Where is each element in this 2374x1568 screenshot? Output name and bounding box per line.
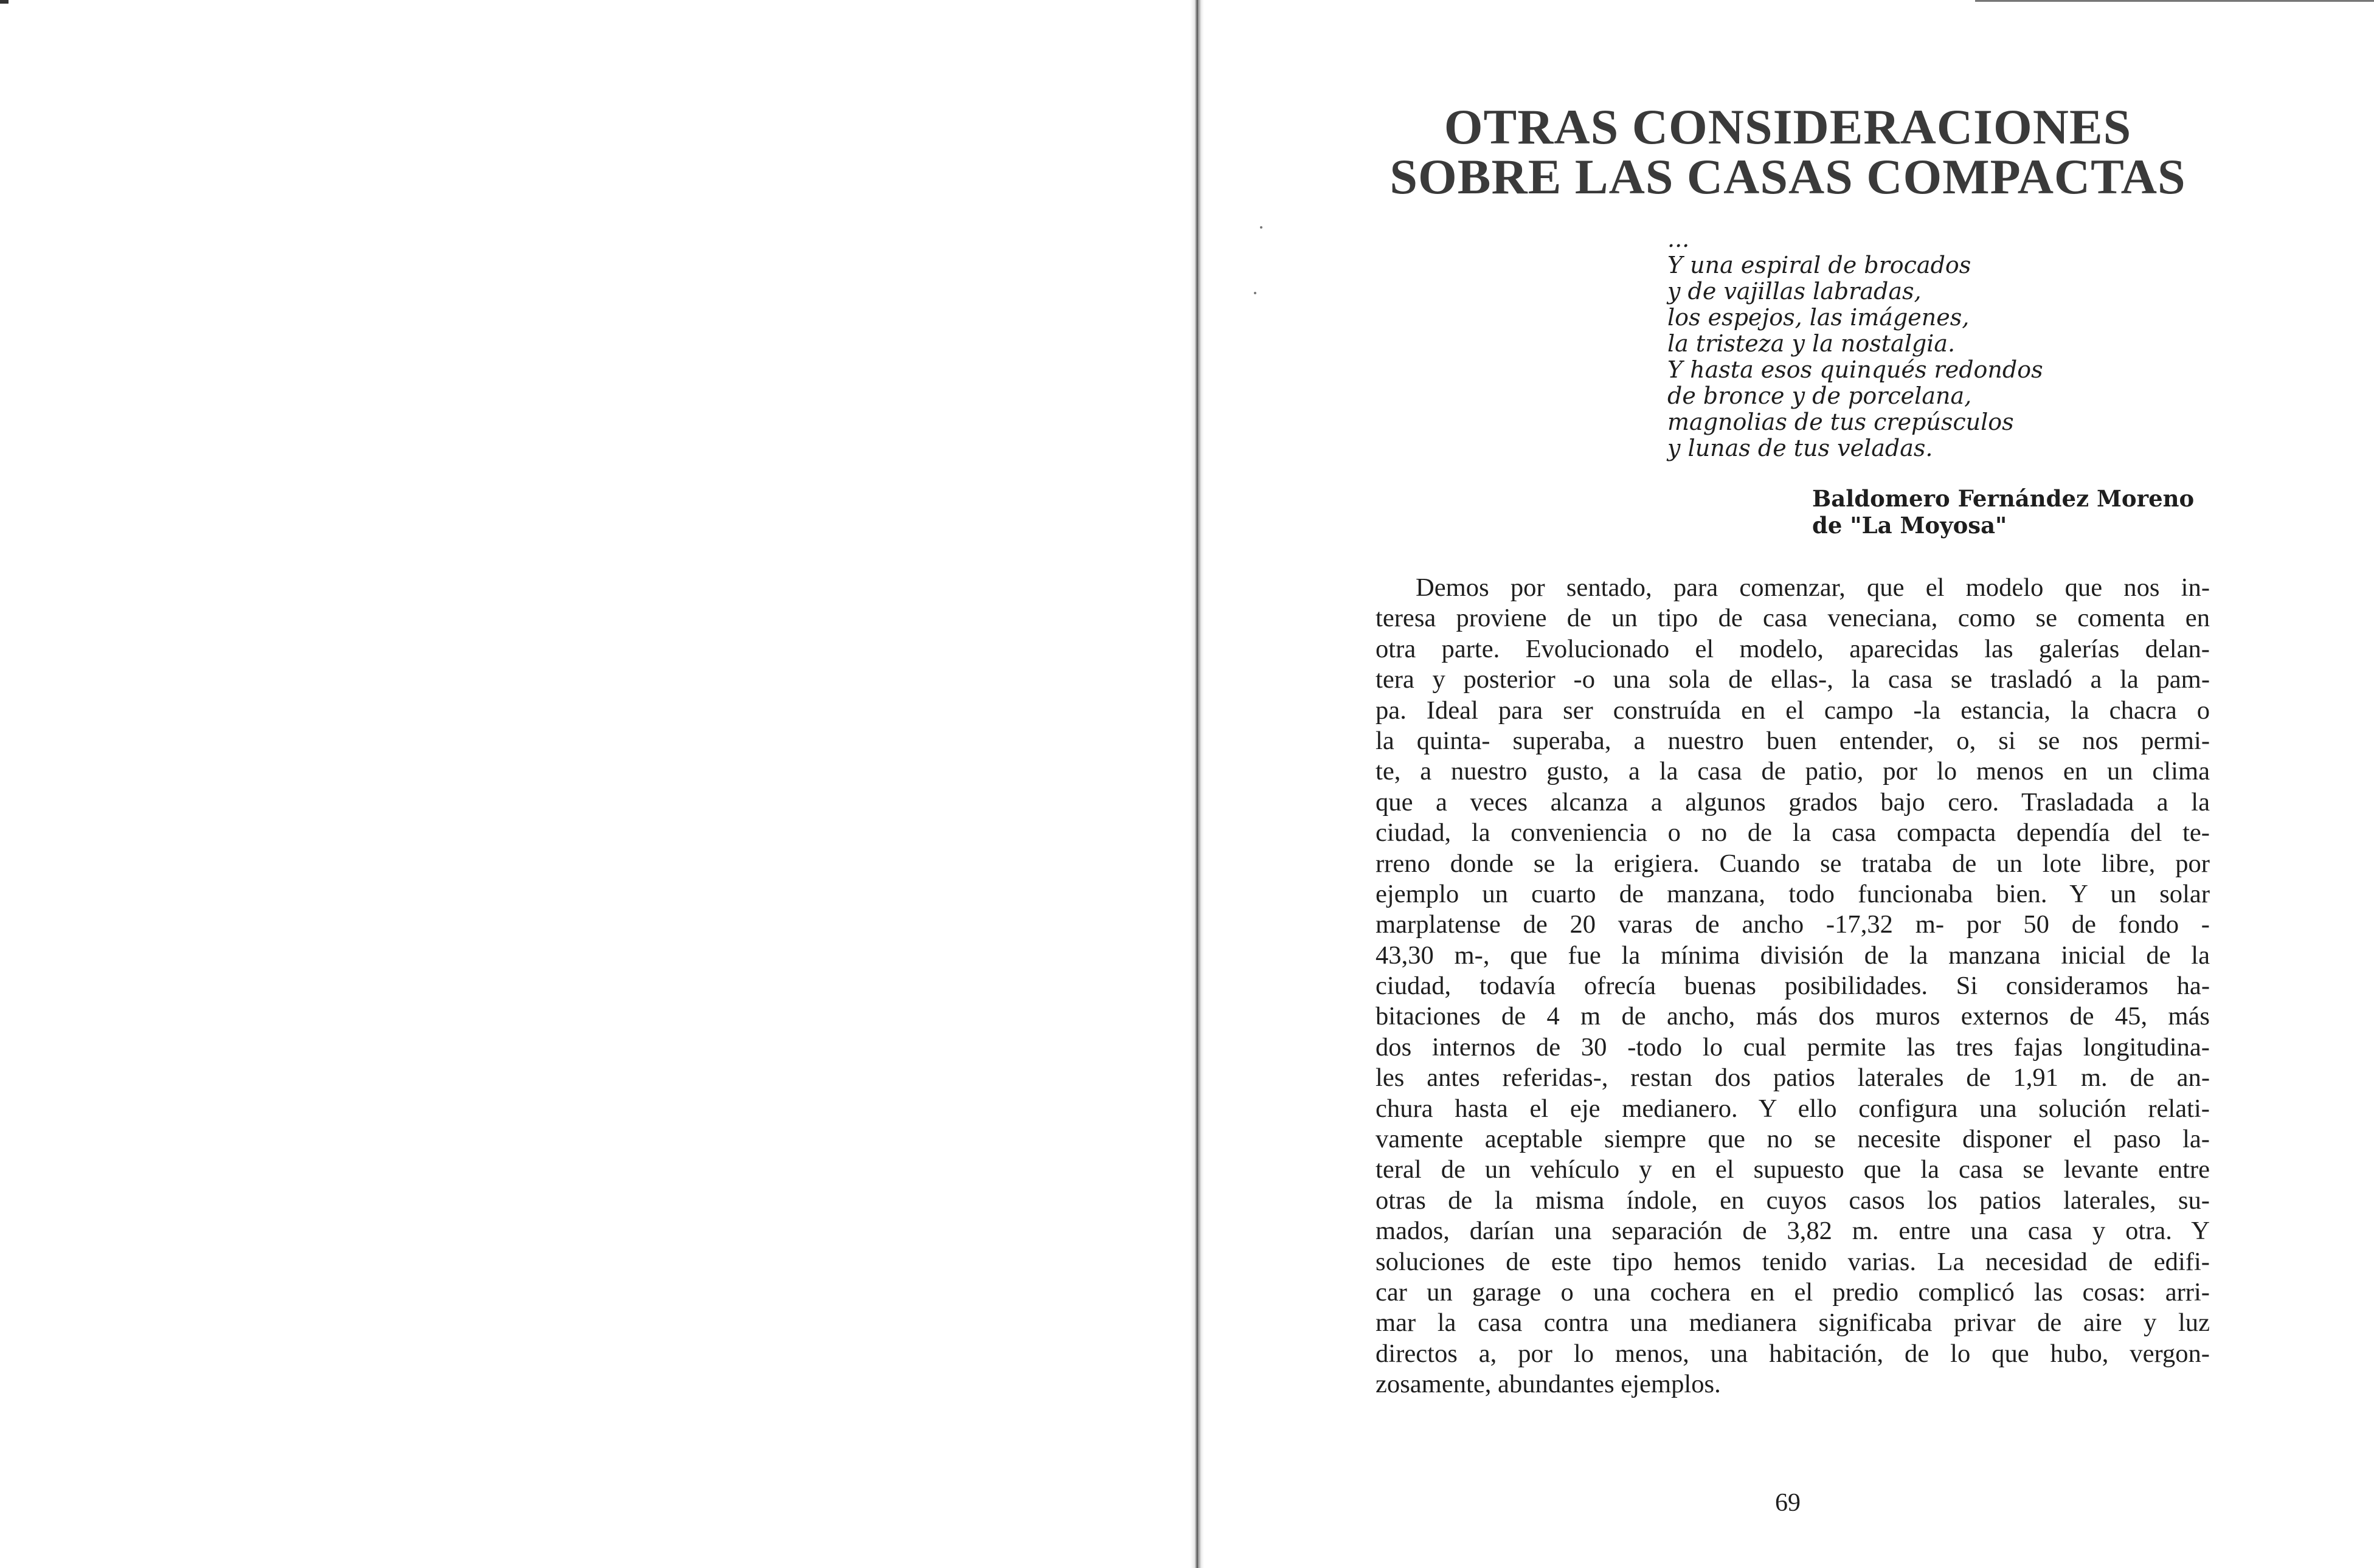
body-line: mar la casa contra una medianera significaba privar de aire y luz (1376, 1308, 2210, 1338)
attribution-source: de "La Moyosa" (1812, 512, 2007, 539)
chapter-title-line: OTRAS CONSIDERACIONES (1444, 99, 2132, 154)
epigraph-line: de bronce y de porcelana, (1667, 382, 1972, 409)
body-line: les antes referidas-, restan dos patios laterales de 1,91 m. de an- (1376, 1063, 2210, 1093)
body-line: tera y posterior -o una sola de ellas-, la casa se trasladó a la pam- (1376, 665, 2210, 694)
body-line: chura hasta el eje medianero. Y ello configura una solución relati- (1376, 1094, 2210, 1123)
body-line: vamente aceptable siempre que no se necesite disponer el paso la- (1376, 1125, 2210, 1154)
body-line: te, a nuestro gusto, a la casa de patio, por lo menos en un clima (1376, 757, 2210, 786)
body-line: marplatense de 20 varas de ancho -17,32 m- por 50 de fondo - (1376, 910, 2210, 939)
epigraph-line: y lunas de tus veladas. (1667, 435, 1933, 461)
book-gutter (1191, 0, 1204, 1568)
body-line: bitaciones de 4 m de ancho, más dos muros externos de 45, más (1376, 1002, 2210, 1031)
body-line: pa. Ideal para ser construída en el campo -la estancia, la chacra o (1376, 696, 2210, 725)
body-line: mados, darían una separación de 3,82 m. entre una casa y otra. Y (1376, 1217, 2210, 1246)
body-line: soluciones de este tipo hemos tenido varias. La necesidad de edifi- (1376, 1247, 2210, 1276)
body-line: teral de un vehículo y en el supuesto que la casa se levante entre (1376, 1155, 2210, 1184)
body-line: Demos por sentado, para comenzar, que el modelo que nos in- (1416, 573, 2210, 602)
epigraph-poem (1667, 226, 2154, 461)
body-line: que a veces alcanza a algunos grados bajo cero. Trasladada a la (1376, 787, 2210, 817)
body-line: rreno donde se la erigiera. Cuando se trataba de un lote libre, por (1376, 849, 2210, 878)
body-line: zosamente, abundantes ejemplos. (1376, 1370, 1721, 1399)
epigraph-line: Y hasta esos quinqués redondos (1667, 356, 2043, 383)
page-top-edge (1975, 0, 2374, 2)
chapter-title-line: SOBRE LAS CASAS COMPACTAS (1389, 149, 2186, 204)
epigraph-line: magnolias de tus crepúsculos (1667, 409, 2014, 435)
epigraph-line: y de vajillas labradas, (1667, 278, 1922, 305)
scan-speck (1260, 226, 1262, 229)
chapter-title (1326, 99, 2250, 204)
body-line: ejemplo un cuarto de manzana, todo funcionaba bien. Y un solar (1376, 879, 2210, 908)
epigraph-attribution (1812, 485, 2250, 539)
body-line: directos a, por lo menos, una habitación, de lo que hubo, vergon- (1376, 1339, 2210, 1368)
epigraph-line: los espejos, las imágenes, (1667, 304, 1970, 331)
epigraph-line: la tristeza y la nostalgia. (1667, 330, 1956, 357)
body-line: car un garage o una cochera en el predio complicó las cosas: arri- (1376, 1277, 2210, 1307)
body-line: otra parte. Evolucionado el modelo, aparecidas las galerías delan- (1376, 634, 2210, 663)
scan-edge-mark (0, 0, 9, 4)
scan-speck (1254, 292, 1256, 294)
body-paragraph (1376, 573, 2210, 1400)
page-number: 69 (1775, 1489, 1801, 1517)
body-line: dos internos de 30 -todo lo cual permite las tres fajas longitudina- (1376, 1032, 2210, 1062)
epigraph-line: Y una espiral de brocados (1667, 252, 1971, 278)
body-line: la quinta- superaba, a nuestro buen entender, o, si se nos permi- (1376, 726, 2210, 755)
body-line: ciudad, todavía ofrecía buenas posibilidades. Si consideramos ha- (1376, 972, 2210, 1001)
epigraph-line: ... (1667, 226, 1690, 252)
body-line: ciudad, la conveniencia o no de la casa compacta dependía del te- (1376, 818, 2210, 848)
body-line: otras de la misma índole, en cuyos casos los patios laterales, su- (1376, 1186, 2210, 1215)
body-line: 43,30 m-, que fue la mínima división de la manzana inicial de la (1376, 941, 2210, 970)
body-line: teresa proviene de un tipo de casa veneciana, como se comenta en (1376, 604, 2210, 633)
attribution-author: Baldomero Fernández Moreno (1812, 485, 2195, 512)
